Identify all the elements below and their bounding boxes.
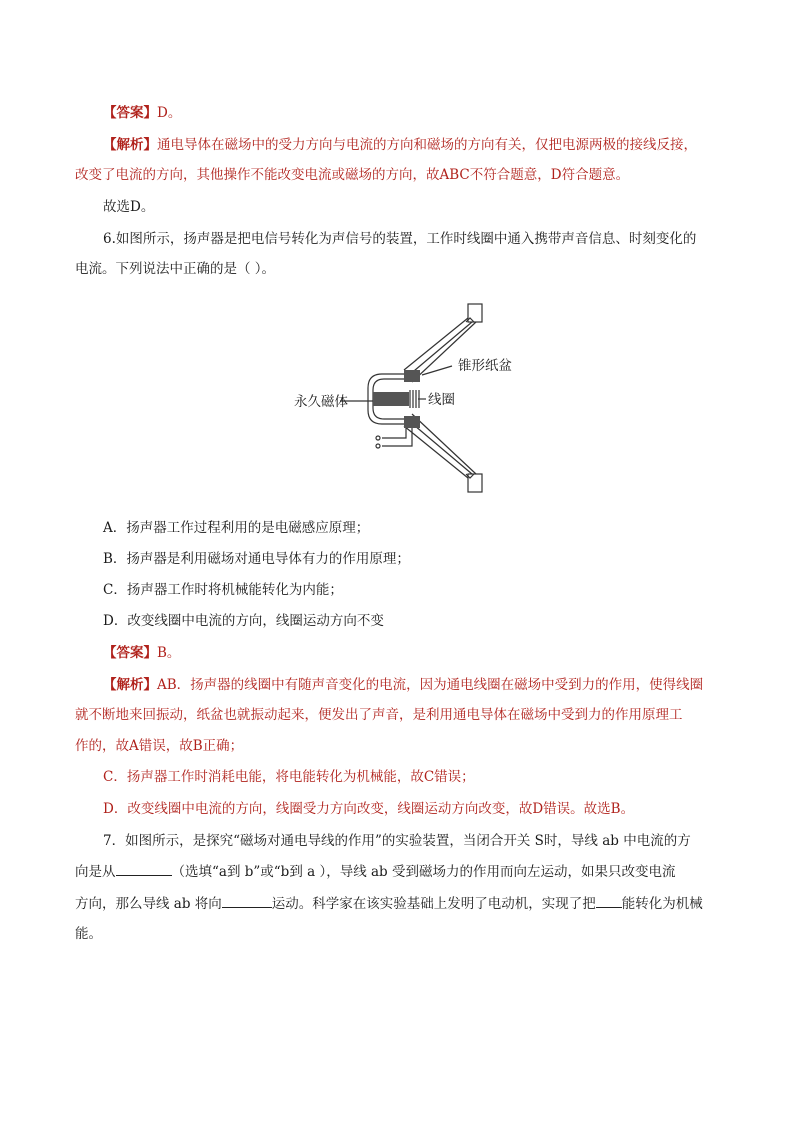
- q6-analysis-line-4: C．扬声器工作时消耗电能，将电能转化为机械能，故C错误；: [103, 769, 475, 785]
- q6-option-a: A．扬声器工作过程利用的是电磁感应原理；: [103, 520, 370, 536]
- q5-choose: 故选D。: [103, 199, 155, 215]
- q7-line-3-a: 方向，那么导线 ab 将向: [75, 896, 222, 912]
- permanent-magnet-core: [373, 392, 409, 406]
- cone-lower-mid-line: [408, 420, 472, 474]
- q5-answer-value: D。: [157, 105, 182, 121]
- q6-analysis-line-1: [103, 676, 753, 694]
- q6-stem-line-1: 6.如图所示，扬声器是把电信号转化为声信号的装置，工作时线圈中通入携带声音信息、时刻变化的: [103, 231, 697, 247]
- q6-analysis-line-2: 就不断地来回振动，纸盆也就振动起来，便发出了声音，是利用通电导体在磁场中受到力的作用原理工: [75, 707, 683, 723]
- q7-line-3-b: 运动。科学家在该实验基础上发明了电动机，实现了把: [271, 896, 596, 912]
- cone-lower-outer-line: [404, 426, 468, 478]
- q7-line-3-c: 能转化为机械: [621, 896, 703, 912]
- q6-answer-value: B。: [157, 645, 181, 661]
- q6-answer-tag: 【答案】: [103, 645, 157, 661]
- q6-analysis-line-3: 作的，故A错误，故B正确；: [75, 738, 244, 754]
- speaker-frame-bottom: [468, 474, 482, 492]
- q5-answer-tag: 【答案】: [103, 105, 157, 121]
- q5-answer: [103, 104, 753, 122]
- q7-line-2-b: （选填“a到 b”或“b到 a ），导线 ab 受到磁场力的作用而向左运动，如果只改变电流: [171, 864, 676, 880]
- q6-analysis-line-5: D．改变线圈中电流的方向，线圈受力方向改变，线圈运动方向改变，故D错误。故选B。: [103, 801, 635, 817]
- q7-blank-3: [596, 894, 622, 908]
- q7-blank-1: [116, 862, 172, 876]
- q6-option-b: B．扬声器是利用磁场对通电导体有力的作用原理；: [103, 551, 410, 567]
- q7-line-3: [75, 894, 725, 913]
- q6-answer: [103, 644, 753, 662]
- q7-line-2: [75, 862, 725, 881]
- q5-analysis-line-2: 改变了电流的方向，其他操作不能改变电流或磁场的方向，故ABC不符合题意，D符合题意。: [75, 167, 630, 183]
- terminal-2: [376, 436, 380, 440]
- terminal-1: [376, 444, 380, 448]
- label-magnet: 永久磁体: [294, 394, 348, 410]
- q7-line-1: 7．如图所示，是探究“磁场对通电导线的作用”的实验装置，当闭合开关 S时，导线 ab 中电流的方: [103, 833, 691, 849]
- pole-piece-top: [404, 370, 420, 382]
- q6-analysis-text-1: AB．扬声器的线圈中有随声音变化的电流，因为通电线圈在磁场中受到力的作用，使得线圈: [157, 677, 704, 693]
- q6-analysis-tag: 【解析】: [103, 677, 157, 693]
- pole-piece-bottom: [404, 416, 420, 428]
- cone-lower-inner-line: [412, 414, 476, 474]
- q6-option-d: D．改变线圈中电流的方向，线圈运动方向不变: [103, 613, 384, 629]
- label-leader-cone: [422, 366, 452, 375]
- q7-blank-2: [222, 894, 272, 908]
- loudspeaker-figure: [280, 296, 540, 501]
- q5-analysis-text-1: 通电导体在磁场中的受力方向与电流的方向和磁场的方向有关，仅把电源两极的接线反接，: [157, 137, 697, 153]
- speaker-frame-top: [468, 304, 482, 322]
- q7-line-2-a: 向是从: [75, 864, 116, 880]
- q5-analysis-line-1: [103, 136, 753, 154]
- q5-analysis-tag: 【解析】: [103, 137, 157, 153]
- label-cone: 锥形纸盆: [458, 358, 512, 374]
- label-coil: 线圈: [428, 392, 455, 408]
- q6-stem-line-2: 电流。下列说法中正确的是（ ）。: [75, 261, 276, 277]
- q7-line-4: 能。: [75, 926, 102, 942]
- q6-option-c: C．扬声器工作时将机械能转化为内能；: [103, 582, 343, 598]
